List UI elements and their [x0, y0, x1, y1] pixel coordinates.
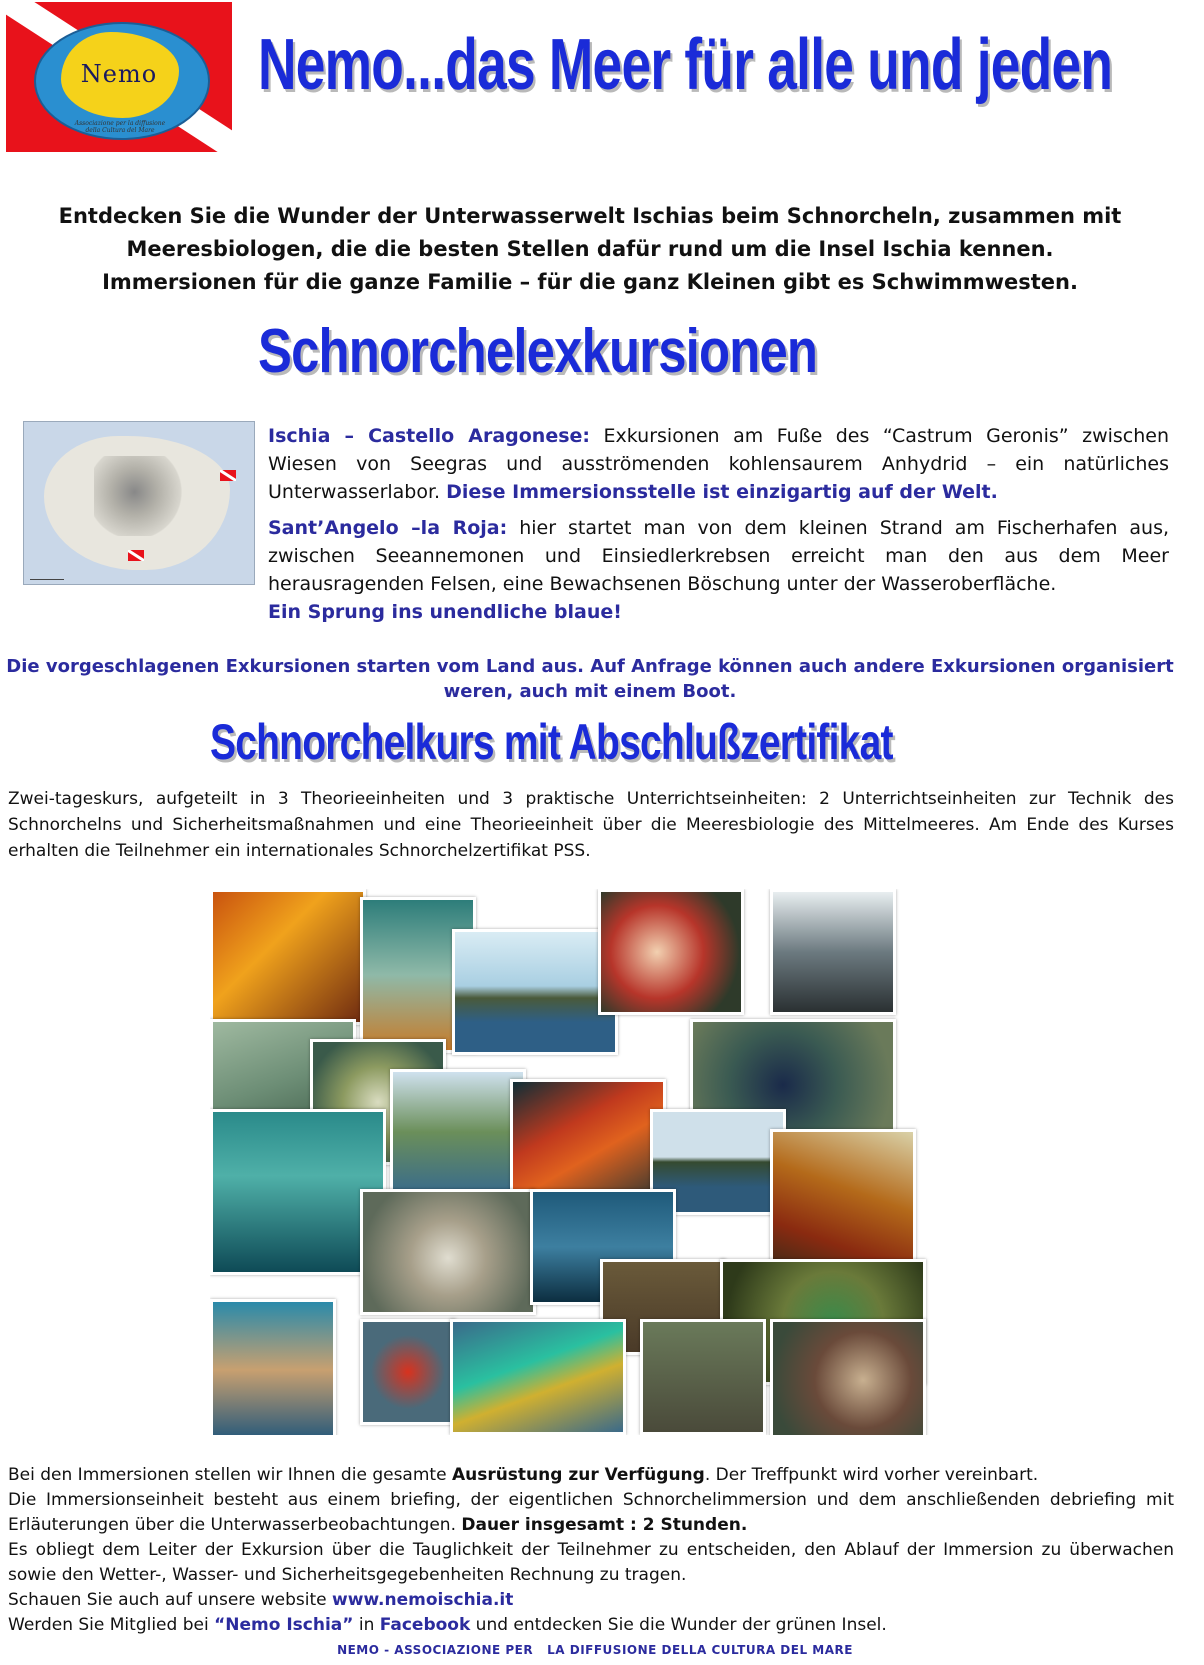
location-highlight: Diese Immersionsstelle ist einzigartig auf der Welt. — [446, 481, 998, 503]
website-link[interactable]: www.nemoischia.it — [332, 1590, 514, 1610]
info-bold: Ausrüstung zur Verfügung — [451, 1465, 705, 1485]
ischia-map-image — [23, 421, 255, 585]
info-text: . Der Treffpunkt wird vorher vereinbart. — [704, 1465, 1039, 1485]
photo-starfish — [360, 1319, 456, 1425]
note-line: Die vorgeschlagenen Exkursionen starten vom Land aus. Auf Anfrage können auch andere Exkursionen organisiert — [6, 656, 1174, 677]
photo-diver-mask — [770, 1319, 926, 1435]
info-responsibility: Es obliegt dem Leiter der Exkursion über die Tauglichkeit der Teilnehmer zu entscheiden, den Ablauf der Immersion zu überwachen sowie den Wetter-, Wasser- und Sicherheitsgegebenheiten Rechnung zu tragen. — [8, 1540, 1174, 1585]
location-santangelo — [268, 514, 1169, 626]
location-name: Sant’Angelo –la Roja: — [268, 517, 508, 539]
course-heading: Schnorchelkurs mit Abschlußzertifikat — [210, 714, 893, 770]
footer-text: NEMO - ASSOCIAZIONE PER LA DIFFUSIONE DELLA CULTURA DEL MARE — [337, 1643, 853, 1657]
logo-tagline: Associazione per la diffusione della Cultura del Mare — [74, 120, 166, 134]
info-text: und entdecken Sie die Wunder der grünen Insel. — [470, 1615, 887, 1635]
location-description: Exkursionen am Fuße des “Castrum Geronis” zwischen Wiesen von Seegras und ausströmenden kohlensaurem Anhydrid – ein natürliches Unterwasserlabor. — [268, 425, 1170, 503]
facebook-link[interactable]: Facebook — [379, 1615, 471, 1635]
photo-collage — [210, 889, 964, 1435]
photo-octopus — [598, 889, 744, 1015]
excursions-note — [0, 654, 1180, 704]
intro-text — [0, 200, 1180, 299]
info-facebook — [8, 1613, 1174, 1638]
course-description: Zwei-tageskurs, aufgeteilt in 3 Theorieeinheiten und 3 praktische Unterrichtseinheiten: 2 Unterrichtseinheiten zur Technik des Schnorchelns und Sicherheitsmaßnahmen und eine Theorieeinheit über die Meeresbiologie des Mittelmeeres. Am Ende des Kurses erhalten die Teilnehmer ein internationales Schnorchelzertifikat PSS. — [8, 789, 1174, 861]
excursions-heading: Schnorchelexkursionen — [258, 317, 818, 386]
location-name: Ischia – Castello Aragonese: — [268, 425, 591, 447]
mountain-relief — [94, 456, 184, 536]
location-description: hier startet man von dem kleinen Strand am Fischerhafen aus, zwischen Seeannemonen und Einsiedlerkrebsen erreicht man den aus dem Meer herausragenden Felsen, eine Bewachsenen Böschung unter der Wasseroberfläche. — [268, 517, 1170, 595]
map-scale-bar — [30, 576, 64, 580]
info-bold: Dauer insgesamt : 2 Stunden. — [461, 1515, 748, 1535]
photo-snorkeler-face — [210, 1299, 336, 1435]
info-text: Die Immersionseinheit besteht aus einem briefing, der eigentlichen Schnorchelimmersion und dem anschließenden debriefing mit Erläuterungen über die Unterwasserbeobachtungen. — [8, 1490, 1174, 1535]
photo-snorkeler-silhouette — [770, 889, 896, 1015]
photo-scorpionfish — [640, 1319, 766, 1435]
location-highlight: Ein Sprung ins unendliche blaue! — [268, 601, 622, 623]
dive-flag-marker-santangelo — [128, 550, 144, 561]
info-text: Bei den Immersionen stellen wir Ihnen die gesamte — [8, 1465, 452, 1485]
info-text: Werden Sie Mitglied bei — [8, 1615, 215, 1635]
info-equipment — [8, 1463, 1174, 1488]
location-ischia-castello — [268, 422, 1169, 506]
note-line: weren, auch mit einem Boot. — [443, 681, 737, 702]
info-text: Schauen Sie auch auf unsere website — [8, 1590, 333, 1610]
nemo-logo — [6, 2, 232, 152]
intro-line: Immersionen für die ganze Familie – für die ganz Kleinen gibt es Schwimmwesten. — [102, 270, 1078, 294]
photo-castello-aragonese — [452, 929, 618, 1055]
photo-rainbow-wrasse — [450, 1319, 626, 1435]
photo-orange-coral — [210, 889, 366, 1025]
practical-info — [8, 1463, 1174, 1638]
photo-coast — [390, 1069, 526, 1195]
dive-flag-marker-castello — [220, 470, 236, 481]
nemo-ischia-name: “Nemo Ischia” — [214, 1615, 354, 1635]
page-title: Nemo...das Meer für alle und jeden — [258, 25, 1113, 105]
info-website — [8, 1588, 1174, 1613]
intro-line: Meeresbiologen, die die besten Stellen dafür rund um die Insel Ischia kennen. — [126, 237, 1054, 261]
logo-brand-text: Nemo — [80, 60, 158, 88]
info-text: in — [353, 1615, 380, 1635]
intro-line: Entdecken Sie die Wunder der Unterwasserwelt Ischias beim Schnorcheln, zusammen mit — [58, 204, 1122, 228]
info-duration — [8, 1488, 1174, 1538]
photo-sea-bream — [360, 1189, 536, 1315]
